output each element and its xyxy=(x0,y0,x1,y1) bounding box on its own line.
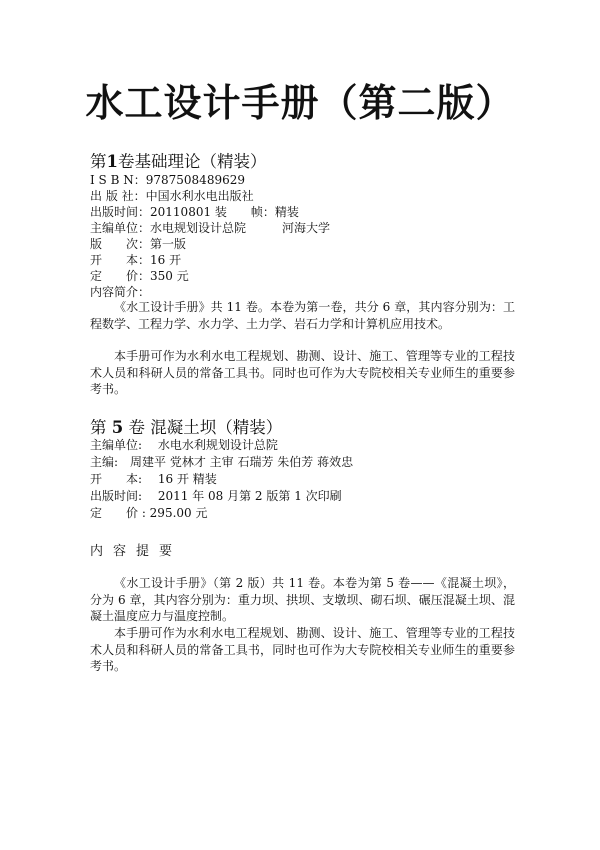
price-value: 350 元 xyxy=(150,269,189,283)
volume5-price-row: 定 价 : 295.00 元 xyxy=(90,506,208,520)
isbn-value: 9787508489629 xyxy=(145,173,245,187)
volume5-heading-prefix: 第 xyxy=(90,418,112,437)
volume5-summary-paragraph: 《水工设计手册》（第 2 版）共 11 卷。本卷为第 5 卷——《混凝土坝》，分为 6 章，其内容分别为：重力坝、拱坝、支墩坝、砌石坝、碾压混凝土坝、混凝土温度应力与温度控制。 xyxy=(90,576,515,623)
pubdate-value: 20110801 装 帧：精装 xyxy=(150,205,299,219)
volume1-heading xyxy=(90,148,266,172)
edition-value: 第一版 xyxy=(150,237,187,251)
edition-label: 版 次： xyxy=(90,237,151,251)
volume1-pubdate-row xyxy=(90,204,299,220)
volume5-pubdate-row: 出版时间: 2011 年 08 月第 2 版第 1 次印刷 xyxy=(90,489,342,503)
volume1-heading-suffix: 卷基础理论（精装） xyxy=(117,152,267,171)
volume1-edition-row xyxy=(90,236,186,252)
volume5-summary-heading: 内容提要 xyxy=(90,544,183,559)
format-label: 开 本： xyxy=(90,253,151,267)
volume5-heading-suffix: 卷 混凝土坝（精装） xyxy=(123,418,283,437)
publisher-value: 中国水利水电出版社 xyxy=(145,189,254,203)
publisher-label: 出 版 社： xyxy=(90,189,146,203)
volume5-format-row: 开 本: 16 开 精装 xyxy=(90,472,217,486)
pubdate-label: 出版时间： xyxy=(90,205,151,219)
volume1-editor-row xyxy=(90,220,330,236)
volume1-format-row xyxy=(90,252,181,268)
volume1-publisher-row xyxy=(90,188,254,204)
page-title: 水工设计手册（第二版） xyxy=(85,81,515,125)
volume5-heading-number: 5 xyxy=(111,418,124,437)
volume1-intro-label: 内容简介： xyxy=(90,285,151,299)
volume5-editors-row: 主编: 周建平 党林才 主审 石瑞芳 朱伯芳 蒋效忠 xyxy=(90,455,354,469)
format-value: 16 开 xyxy=(150,253,182,267)
volume5-heading xyxy=(90,414,282,438)
volume1-isbn-row xyxy=(90,172,245,188)
isbn-label: I S B N： xyxy=(90,173,146,187)
volume5-editor-unit-row: 主编单位: 水电水利规划设计总院 xyxy=(90,438,278,452)
volume1-price-row xyxy=(90,268,189,284)
editor-value: 水电规划设计总院 xyxy=(150,221,247,235)
volume5-usage-paragraph: 本手册可作为水利水电工程规划、勘测、设计、施工、管理等专业的工程技术人员和科研人员的常备工具书，同时也可作为大专院校相关专业师生的重要参考书。 xyxy=(90,626,515,673)
volume1-usage-paragraph: 本手册可作为水利水电工程规划、勘测、设计、施工、管理等专业的工程技术人员和科研人员的常备工具书。同时也可作为大专院校相关专业师生的重要参考书。 xyxy=(90,349,515,396)
editor-label: 主编单位： xyxy=(90,221,151,235)
volume1-intro-paragraph: 《水工设计手册》共 11 卷。本卷为第一卷，共分 6 章，其内容分别为：工程数学、工程力学、水力学、土力学、岩石力学和计算机应用技术。 xyxy=(90,300,515,331)
volume1-heading-number: 1 xyxy=(106,152,118,171)
price-label: 定 价： xyxy=(90,269,151,283)
editor-extra: 河海大学 xyxy=(282,221,331,235)
volume1-heading-prefix: 第 xyxy=(90,152,107,171)
